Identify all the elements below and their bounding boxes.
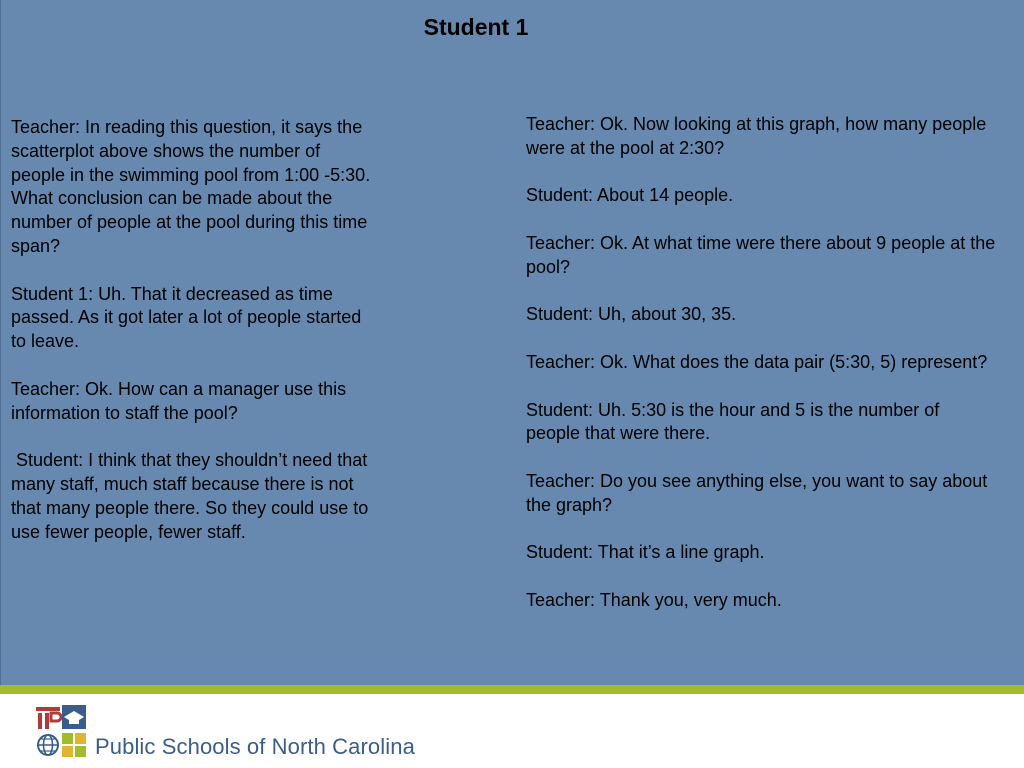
slide-title: Student 1	[423, 14, 529, 40]
ncdpi-logo-icon	[34, 704, 88, 758]
footer	[0, 694, 1024, 768]
dialogue-paragraph: Teacher: In reading this question, it says the scatterplot above shows the number of people in the swimming pool from 1:00 -5:30. What conclusion can be made about the number of people at the pool during this time span?	[11, 117, 376, 256]
dialogue-paragraph: Student: About 14 people.	[526, 185, 734, 206]
left-dialogue-column	[11, 116, 376, 568]
dialogue-paragraph: Teacher: Ok. How can a manager use this information to staff the pool?	[11, 378, 352, 423]
dialogue-paragraph: Student 1: Uh. That it decreased as time passed. As it got later a lot of people started to leave.	[11, 283, 367, 352]
organization-name: Public Schools of North Carolina	[95, 734, 415, 759]
dialogue-paragraph: Teacher: Do you see anything else, you want to say about the graph?	[526, 470, 993, 515]
dialogue-paragraph: Student: That it’s a line graph.	[526, 542, 765, 563]
dialogue-paragraph: Student: Uh. 5:30 is the hour and 5 is the number of people that were there.	[526, 399, 945, 444]
dialogue-paragraph: Teacher: Thank you, very much.	[526, 589, 782, 610]
dialogue-paragraph: Teacher: Ok. Now looking at this graph, how many people were at the pool at 2:30?	[526, 114, 992, 158]
dialogue-paragraph: Teacher: Ok. What does the data pair (5:30, 5) represent?	[526, 351, 988, 372]
dialogue-paragraph: Student: Uh, about 30, 35.	[526, 304, 737, 325]
right-dialogue-column	[526, 113, 1001, 637]
accent-divider-bar	[0, 685, 1024, 694]
dialogue-paragraph: Teacher: Ok. At what time were there about 9 people at the pool?	[526, 232, 1001, 277]
dialogue-paragraph: Student: I think that they shouldn’t need that many staff, much staff because there is not that many people there. So they could use to use fewer people, fewer staff.	[11, 450, 374, 542]
